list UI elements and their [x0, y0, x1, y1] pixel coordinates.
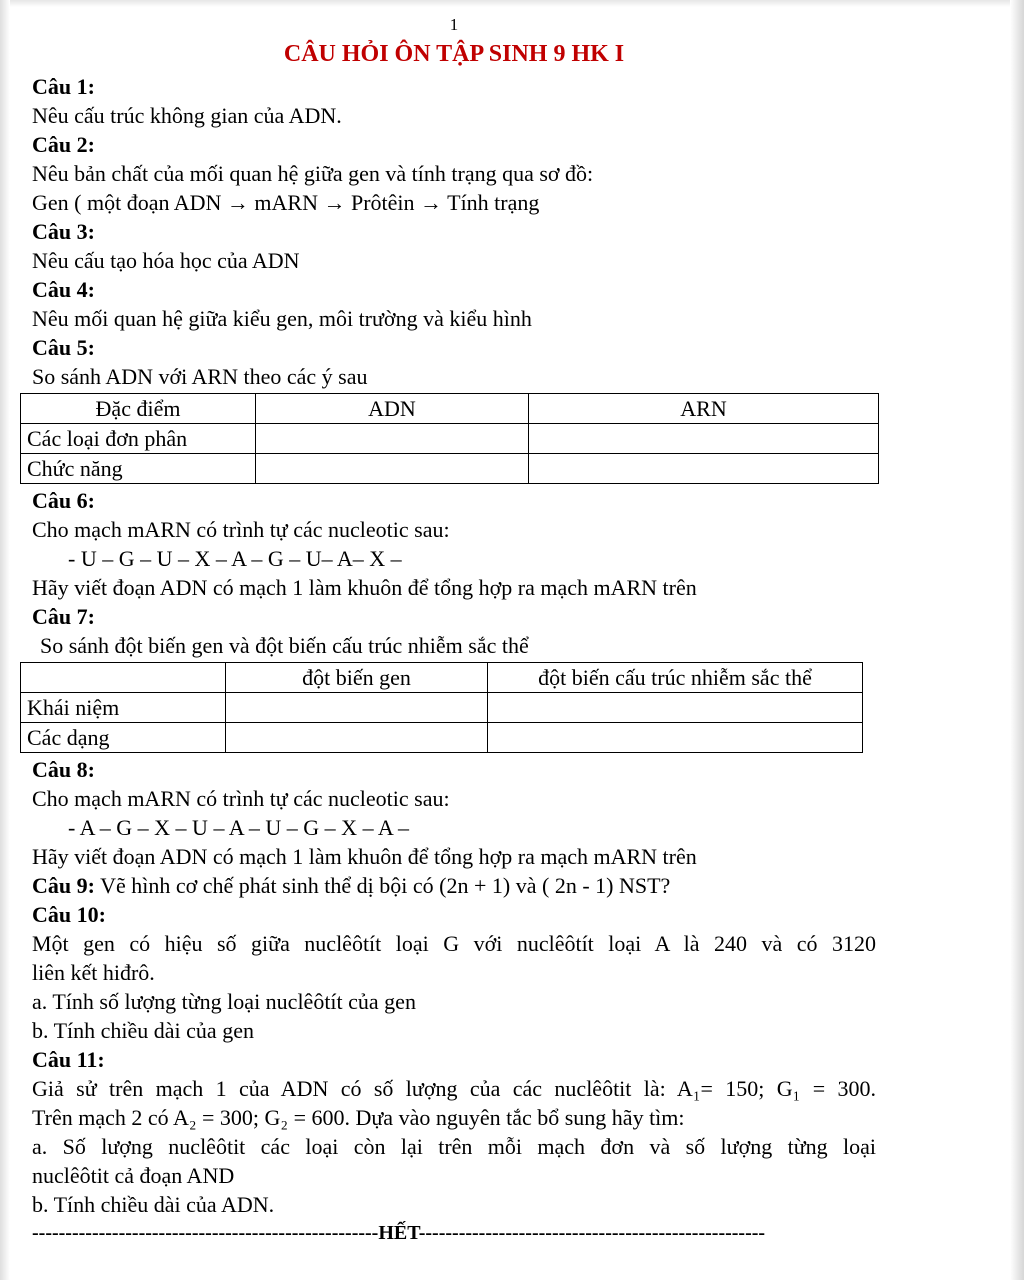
- header-cell-dac-diem: Đặc điểm: [21, 394, 256, 424]
- table-header-row: [21, 394, 879, 424]
- empty-header-cell: [21, 663, 226, 693]
- q11-heading: Câu 11:: [32, 1047, 105, 1072]
- end-label: HẾT: [378, 1222, 419, 1244]
- q4-text: Nêu mối quan hệ giữa kiểu gen, môi trường và kiểu hình: [32, 306, 532, 331]
- header-cell-gene-mutation: đột biến gen: [226, 663, 488, 693]
- q1-text: Nêu cấu trúc không gian của ADN.: [32, 103, 342, 128]
- q3-heading: Câu 3:: [32, 219, 95, 244]
- row-label-cell: Khái niệm: [21, 693, 226, 723]
- q6-instruction: Hãy viết đoạn ADN có mạch 1 làm khuôn để tổng hợp ra mạch mARN trên: [32, 575, 697, 600]
- q5-heading: Câu 5:: [32, 335, 95, 360]
- q3-text: Nêu cấu tạo hóa học của ADN: [32, 248, 300, 273]
- q10-item-b: b. Tính chiều dài của gen: [32, 1018, 254, 1043]
- q5-text: So sánh ADN với ARN theo các ý sau: [32, 364, 368, 389]
- q10-text-line2: liên kết hiđrô.: [32, 960, 155, 985]
- q2-text: Nêu bản chất của mối quan hệ giữa gen và tính trạng qua sơ đồ:: [32, 161, 594, 186]
- q2-diagram-line: Gen ( một đoạn ADN → mARN → Prôtêin → Tính trạng: [32, 190, 540, 215]
- q8-instruction: Hãy viết đoạn ADN có mạch 1 làm khuôn để tổng hợp ra mạch mARN trên: [32, 844, 697, 869]
- empty-cell: [529, 454, 879, 484]
- empty-cell: [256, 424, 529, 454]
- q6-nucleotide-sequence: - U – G – U – X – A – G – U– A– X –: [68, 546, 402, 571]
- q6-heading: Câu 6:: [32, 488, 95, 513]
- q9-heading: Câu 9:: [32, 873, 95, 898]
- q11-text-line2: Trên mạch 2 có A₂ = 300; G₂ = 600. Dựa vào nguyên tắc bổ sung hãy tìm:: [32, 1105, 685, 1130]
- q8-heading: Câu 8:: [32, 757, 95, 782]
- q9-text: Vẽ hình cơ chế phát sinh thể dị bội có (2n + 1) và ( 2n - 1) NST?: [100, 873, 671, 898]
- q10-item-a: a. Tính số lượng từng loại nuclêôtít của gen: [32, 989, 416, 1014]
- header-cell-arn: ARN: [529, 394, 879, 424]
- compare-mutation-table: [20, 662, 863, 753]
- q8-nucleotide-sequence: - A – G – X – U – A – U – G – X – A –: [68, 815, 410, 840]
- row-label-cell: Chức năng: [21, 454, 256, 484]
- q10-heading: Câu 10:: [32, 902, 106, 927]
- table-row: [21, 693, 863, 723]
- q10-text-line1: Một gen có hiệu số giữa nuclêôtít loại G với nuclêôtít loại A là 240 và có 3120: [32, 931, 876, 956]
- empty-cell: [256, 454, 529, 484]
- end-dashes-left: ----------------------------------------------------: [32, 1222, 379, 1244]
- scan-artifact-left: [0, 0, 10, 1280]
- empty-cell: [488, 693, 863, 723]
- q9-line: [32, 871, 876, 900]
- scan-artifact-right: [1010, 0, 1024, 1280]
- q6-text: Cho mạch mARN có trình tự các nucleotic sau:: [32, 517, 450, 542]
- q11-item-b: b. Tính chiều dài của ADN.: [32, 1192, 275, 1217]
- q8-text: Cho mạch mARN có trình tự các nucleotic sau:: [32, 786, 450, 811]
- row-label-cell: Các dạng: [21, 723, 226, 753]
- empty-cell: [226, 723, 488, 753]
- q7-text: So sánh đột biến gen và đột biến cấu trúc nhiễm sắc thể: [40, 633, 529, 658]
- table-header-row: [21, 663, 863, 693]
- q11-item-a-line1: a. Số lượng nuclêôtit các loại còn lại trên mỗi mạch đơn và số lượng từng loại: [32, 1134, 876, 1159]
- empty-cell: [226, 693, 488, 723]
- empty-cell: [488, 723, 863, 753]
- q11-text-line1: Giả sử trên mạch 1 của ADN có số lượng của các nuclêôtit là: A₁= 150; G₁ = 300.: [32, 1076, 876, 1101]
- empty-cell: [529, 424, 879, 454]
- table-row: [21, 424, 879, 454]
- document-title: CÂU HỎI ÔN TẬP SINH 9 HK I: [283, 41, 625, 67]
- end-dashes-right: ----------------------------------------------------: [418, 1222, 766, 1244]
- table-row: [21, 723, 863, 753]
- compare-adn-arn-table: [20, 393, 879, 484]
- end-of-document-marker: [32, 1219, 876, 1248]
- header-cell-chromosome-mutation: đột biến cấu trúc nhiễm sắc thể: [488, 663, 863, 693]
- q7-heading: Câu 7:: [32, 604, 95, 629]
- scan-artifact-top: [0, 0, 1024, 7]
- table-row: [21, 454, 879, 484]
- q11-item-a-line2: nuclêôtit cả đoạn AND: [32, 1163, 235, 1188]
- page-number: 1: [449, 15, 459, 34]
- q1-heading: Câu 1:: [32, 74, 95, 99]
- q4-heading: Câu 4:: [32, 277, 95, 302]
- q2-heading: Câu 2:: [32, 132, 95, 157]
- header-cell-adn: ADN: [256, 394, 529, 424]
- row-label-cell: Các loại đơn phân: [21, 424, 256, 454]
